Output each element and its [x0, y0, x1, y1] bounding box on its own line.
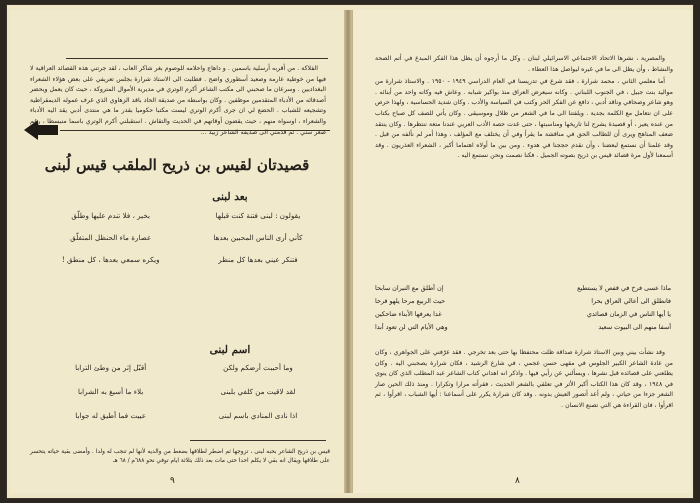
verse-second-hemistich: عصارة ماء الحنظل المتفلّق	[70, 233, 152, 242]
verse-first-hemistich: فتنكر عيني بعدها كل منظر	[218, 255, 298, 264]
right-bottom-text	[375, 348, 673, 414]
page-number: ٨	[515, 476, 520, 486]
verse	[375, 308, 671, 321]
verse-second-hemistich: أقبّل إثر من وطئ الترابا	[75, 363, 147, 372]
top-rule	[66, 58, 328, 59]
verse-second-hemistich: بلاء ما أسيغ به الشرابا	[77, 387, 144, 396]
poem1-verse-1	[32, 210, 328, 221]
right-page	[352, 10, 691, 493]
verse-first-hemistich: كأني أرى الناس المحبين بعدها	[213, 233, 303, 242]
poem1-title: بعد لبنى	[212, 191, 248, 203]
verse-first-hemistich: وما أحببت أرضكم ولكن	[223, 363, 293, 372]
right-top-text	[375, 54, 673, 164]
footnote-rule	[190, 440, 326, 441]
paragraph: الفلاكة . من أقربه أرسلية باسمين . و داهاج واحلامه للوصوم بغر شاكر العاب ، لقد جرتني هذه القصائد العراقية لا فيها من خوطية عارمة وصعيد أسطوري واضح . فطلبت الى الاستاذ شرارة بجلس تعريفي على بعض هؤلاء الشعراء البغداديين . وسرعان ما صحبني الى مكتب الشاعر أكرم الوتري في مديرية الأموال المتروكة ، حيث كان يعمل ويحضر أصدقائه من الأدباء المتقدمين موظفين . وكان بواسطة من صديقة الحاد باقد الزهاوي الذي غرف عموله الديمقراطية وتشجيعه للشباب . الحضع لي ان جرى أكرم الوتري ليست مكتبا حكوميا بقدر ما هي منتدى أدبي يقد اليه الأدباء والشعراء ، اوسواه منهم ، حيث يقضون أوقاتهم في الحديث والتقاش . استقبلني أكرم الوتري باسما منبسطا ، رغم صغر سني . ثم قدمني الى صديقه الشاعر زبيد ...	[30, 65, 326, 136]
verse-second-hemistich: وهي الأيام التي لن تعود أبدا	[375, 323, 448, 331]
verse-second-hemistich: ويكره سمعي بعدها ، كل منطق !	[61, 255, 160, 264]
book-spread	[6, 4, 694, 499]
article-title: قصيدتان لقيس بن ذريح الملقب قيس لُبنى	[44, 156, 310, 174]
paragraph: والمصرية ، نشرها الاتحاد الاجتماعي الاسرائيلي لبنان . وكل ما أرجوه أن يظل هذا الفكر المبدع في أتم الصحة والنشاط ، وأن يظل الى ما في غيره ليواصل هذا العطاء .	[375, 55, 673, 73]
poem2-verse-2	[32, 386, 328, 397]
verse	[375, 282, 671, 295]
verse-first-hemistich: يقولون : لبنى فتنة كنت قبلها	[215, 211, 301, 220]
poem2-title: اسم لبنى	[209, 344, 251, 356]
verse-first-hemistich: يا أيها الناس في الزمان قصائدي	[586, 310, 671, 318]
poem1-verse-3	[32, 254, 328, 265]
page-number: ٩	[170, 476, 175, 486]
pointing-hand-icon	[24, 120, 58, 140]
book-gutter	[344, 10, 352, 493]
poem2-verse-3	[32, 410, 328, 421]
footnote: قيس بن ذريح الشاعر بحبه لبنى ، تزوجها ثم اضطر لطلاقها بضغط من والديه لأنها لم تنجب له ولدا . وأمضى بقية حياته يتحسر على طلاقها ويقال انه بقي لا يكلم احدا حتى مات بعد ذلك بثلاثة ايام توفي نحو ٦٨٨م / ٦٨ هـ	[30, 449, 330, 465]
section-rule	[60, 130, 330, 131]
poem2-verse-1	[32, 362, 328, 373]
verse-first-hemistich: فانطلق الى أعالي العراق بحرا	[591, 297, 671, 305]
left-page	[10, 10, 345, 493]
paragraph: أما معلمي الثاني ، محمد شرارة ، فقد شرع في تدريسنا في العام الدراسي ١٩٤٩ - ١٩٥٠ . والاستاذ شرارة من مواليد بنت جبيل ، في الجنوب اللبناني . وكانه سيعرض العراق منذ بواكير شبابه . وعاش فيه وكانه واحد من أبنائه . وهو شاعر وصحافي وناقد أدبي ، دافع عن الفكر الحر وكتب في السياسة والأدب . وكان شديد الحساسية ، ولهذا حرص على ان نتعامل مع الكلمة بجدية . ويلفتنا الى ما في الشعر من ظلال وموسيقى . وكان يأتي للصف كل صباح بكتاب من عنده يعير ، أو قصيدة يشرح لنا تاريخها ومناسبتها ، حتى غدت حصة الأدب العربي عندنا متعة ننتظرها . وكان ينتقد ضعف المناهج ويرى أن للطالب الحق في مناقشة ما يقرأ وفي أن يختلف مع المؤلف ، وهذا أمر لم نألفه من قبل . وقد علمنا أن نستمع لبعضنا ، وأن نقدم حججنا في هدوء . ومن بين ما أولاه اهتماما أكبر ، الشعراء العذريون . وقد أسمعنا لأول مرة قصائد قيس بن ذريح بصوته الجميل . فكنا نصمت ونحن نستمع اليه .	[375, 78, 673, 160]
left-top-paragraph	[30, 64, 326, 140]
poem1-verse-2	[32, 232, 328, 243]
paragraph: وقد نشأت بيني وبين الاستاذ شرارة صداقة ظلت محتفظا بها حتى بعد تخرجي . فقد عرّفني على الجواهري ، وكان من عادة الشاعر الكبير الجلوس في مقهى حسن عجمي ، في شارع الرشيد ، فكان شرارة يصحبني اليه . وكان يطلعني على قصائده قبل نشرها ، ويسألني عن رأيي فيها . واذكر انه اهداني كتاب الشاعر عبد المطلب الذي كان ينوي في ١٩٤٨ ، وقد كان هذا الكتاب أكبر الأثر في تعلقي بالشعر الحديث ، فقرأته مرارا وتكرارا . ومنذ ذلك الحين صار الشعر جزءا من حياتي ، ولم أعد أتصور العيش بدونه . وقد كان شرارة يكرر على أسماعنا : أيها الشباب ، اقرأوا ، ثم اقرأوا ، فان القراءة هي التي تصنع الانسان .	[375, 349, 673, 409]
verse-second-hemistich: غدا يعرفها الأبناء ضاحكين	[375, 310, 442, 318]
verse-first-hemistich: لقد لاقيت من كلفي بلبنى	[220, 387, 296, 396]
verse-first-hemistich: اذا نادى المنادي باسم لبنى	[218, 411, 298, 420]
verse-second-hemistich: بخير ، فلا تندم عليها وطلّق	[71, 211, 150, 220]
verse-first-hemistich: ماذا عسى فرخ في قفص لا يستطيع	[577, 284, 671, 292]
verse-first-hemistich: أسفا منهم الى البيوت سعيد	[598, 323, 671, 331]
verse-second-hemistich: إن أطلق مع النيران سابحا	[375, 284, 444, 292]
verse	[375, 321, 671, 334]
verse	[375, 295, 671, 308]
verse-second-hemistich: عييت فما أطيق له جوابا	[75, 411, 147, 420]
verse-second-hemistich: حيث الربيع مرحا يلهو فرحا	[375, 297, 446, 305]
